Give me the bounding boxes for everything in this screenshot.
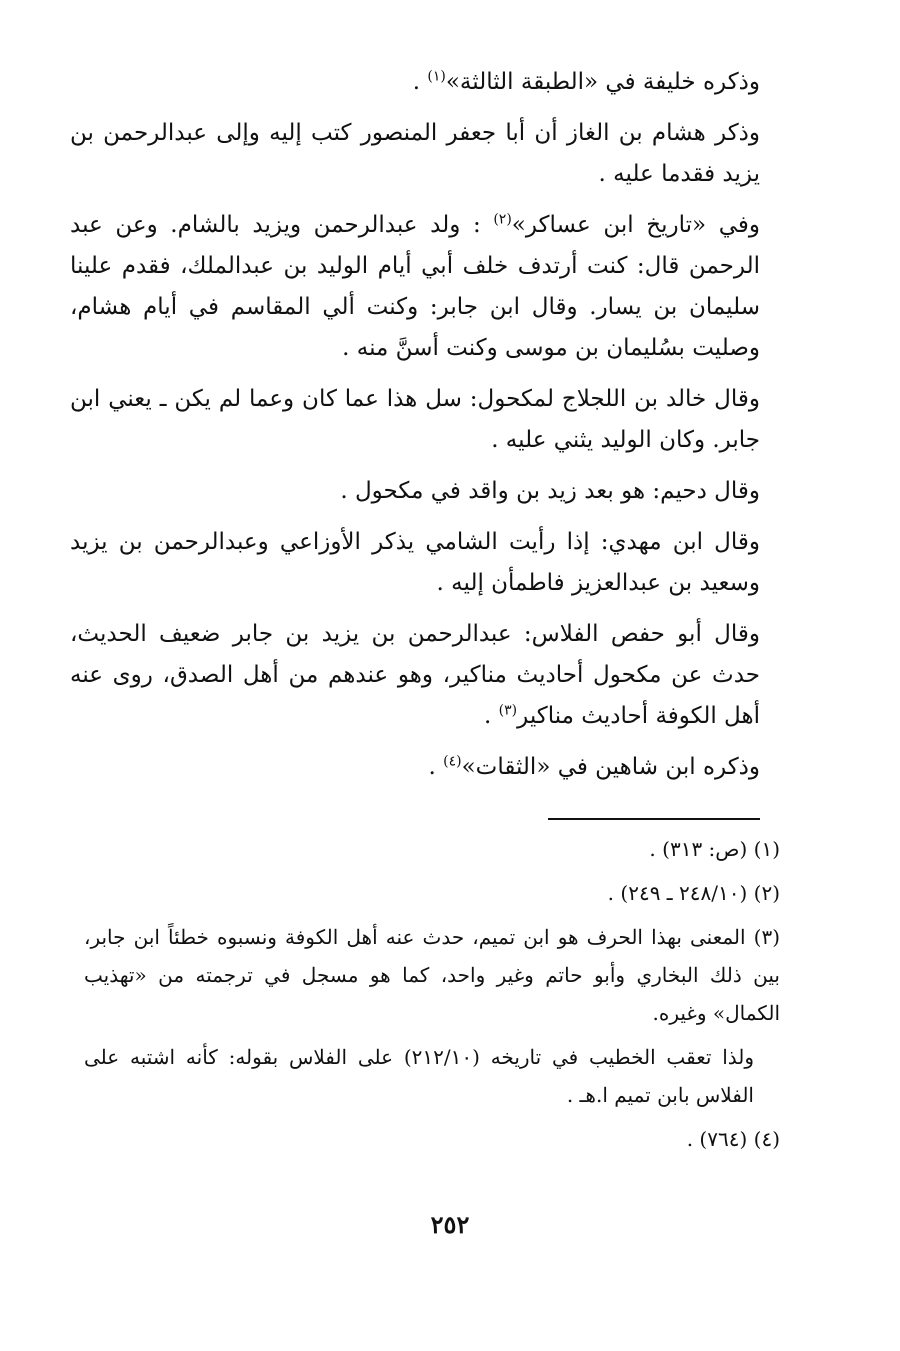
footnote-ref-4[interactable]: (٤) xyxy=(443,753,462,770)
paragraph-khalid: وقال خالد بن اللجلاج لمكحول: سل هذا عما كان وعما لم يكن ـ يعني ابن جابر. وكان الوليد يثني عليه . xyxy=(70,386,760,453)
footnote-3: (٣) المعنى بهذا الحرف هو ابن تميم، حدث عنه أهل الكوفة ونسبوه خطئاً ابن جابر، بين ذلك البخاري وأبو حاتم وغير واحد، كما هو مسجل في ترجمته من «تهذيب الكمال» وغيره. xyxy=(84,925,780,1025)
paragraph-ibn-mahdi: وقال ابن مهدي: إذا رأيت الشامي يذكر الأوزاعي وعبدالرحمن بن يزيد وسعيد بن عبدالعزيز فاطمأن إليه . xyxy=(70,529,760,596)
main-text xyxy=(70,62,760,798)
paragraph-ibn-asakir: وفي «تاريخ ابن عساكر»$^{(٢)}$ : ولد عبدالرحمن ويزيد بالشام. وعن عبد الرحمن قال: كنت أرتدف خلف أبي أيام الوليد بن عبدالملك، فقدم علينا سليمان بن يسار. وقال ابن جابر: وكنت ألي المقاسم في أيام هشام، وصليت بسُليمان بن موسى وكنت أسنَّ منه . xyxy=(70,211,760,361)
footnote-ref-3[interactable]: (٣) xyxy=(498,702,518,719)
paragraph-duhaym: وقال دحيم: هو بعد زيد بن واقد في مكحول . xyxy=(340,478,760,504)
footnote-4: (٤) (٧٦٤) . xyxy=(686,1127,780,1151)
paragraph-khalifa: وذكره خليفة في «الطبقة الثالثة»$^{(١)}$ . xyxy=(412,68,760,95)
paragraph-hisham: وذكر هشام بن الغاز أن أبا جعفر المنصور كتب إليه وإلى عبدالرحمن بن يزيد فقدما عليه . xyxy=(70,120,760,187)
footnote-1: (١) (ص: ٣١٣) . xyxy=(649,837,780,861)
footnote-ref-1[interactable]: (١) xyxy=(427,68,446,85)
paragraph-ibn-shahin: وذكره ابن شاهين في «الثقات»$^{(٤)}$ . xyxy=(428,753,760,780)
footnote-3-continuation: ولذا تعقب الخطيب في تاريخه (٢١٢/١٠) على الفلاس بقوله: كأنه اشتبه على الفلاس بابن تميم ا.هـ . xyxy=(84,1045,754,1107)
footnote-ref-2[interactable]: (٢) xyxy=(493,211,512,228)
footnote-separator xyxy=(548,818,760,820)
footnotes xyxy=(84,830,780,1164)
footnote-2: (٢) (٢٤٨/١٠ ـ ٢٤٩) . xyxy=(607,881,780,905)
page-number: ٢٥٢ xyxy=(430,1210,470,1239)
paragraph-fallas: وقال أبو حفص الفلاس: عبدالرحمن بن يزيد بن جابر ضعيف الحديث، حدث عن مكحول أحاديث مناكير، وهو عندهم من أهل الصدق، روى عنه أهل الكوفة أحاديث مناكير$^{(٣)}$ . xyxy=(70,621,761,729)
